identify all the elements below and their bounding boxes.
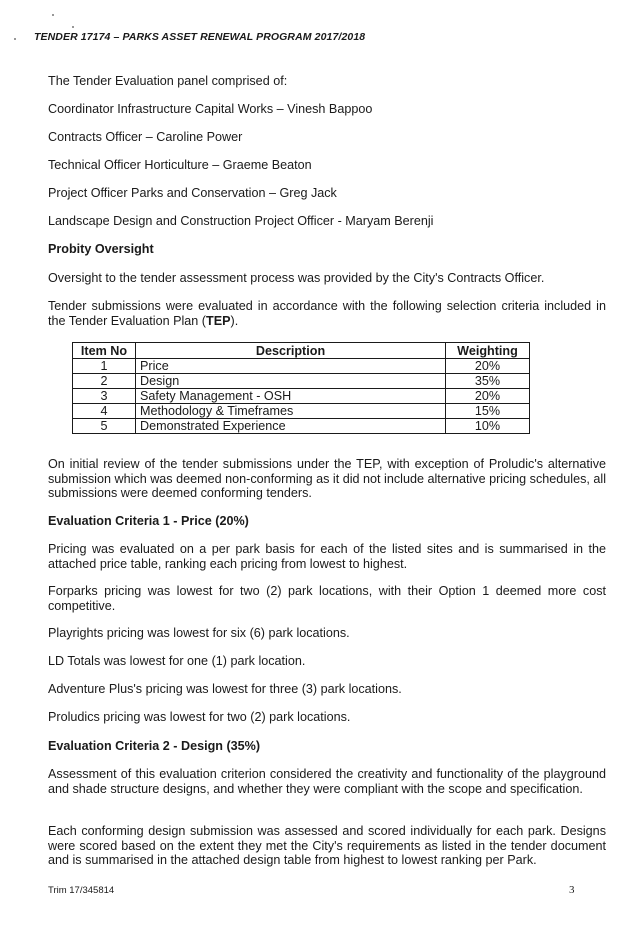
panel-member: Contracts Officer – Caroline Power [48,130,243,144]
tep-text-after: ). [230,313,239,328]
scan-speck [52,14,54,16]
initial-review-paragraph: On initial review of the tender submissions under the TEP, with exception of Proludic's alternative submission which was deemed non-conforming as it did not include alternative pricing schedules, all submissions were deemed conforming tenders. [48,457,606,500]
tep-paragraph [48,299,606,328]
table-row [73,389,530,404]
panel-member: Project Officer Parks and Conservation – Greg Jack [48,186,337,200]
criteria1-heading: Evaluation Criteria 1 - Price (20%) [48,514,249,528]
document-header: TENDER 17174 – PARKS ASSET RENEWAL PROGRAM 2017/2018 [34,31,366,43]
tep-abbr: TEP [206,313,231,328]
criteria1-paragraph: Proludics pricing was lowest for two (2) park locations. [48,710,351,724]
table-header-row [73,343,530,359]
item-no-cell: 4 [73,404,136,419]
scan-speck [72,26,74,28]
item-no-cell: 1 [73,359,136,374]
description-cell: Safety Management - OSH [136,389,446,404]
column-header-item-no: Item No [73,343,136,359]
item-no-cell: 2 [73,374,136,389]
weighting-cell: 15% [446,404,530,419]
description-cell: Design [136,374,446,389]
description-cell: Price [136,359,446,374]
panel-member: Technical Officer Horticulture – Graeme Beaton [48,158,312,172]
weighting-cell: 35% [446,374,530,389]
panel-member: Coordinator Infrastructure Capital Works – Vinesh Bappoo [48,102,373,116]
item-no-cell: 5 [73,419,136,434]
criteria1-paragraph: LD Totals was lowest for one (1) park location. [48,654,306,668]
criteria2-heading: Evaluation Criteria 2 - Design (35%) [48,739,261,753]
weighting-cell: 10% [446,419,530,434]
item-no-cell: 3 [73,389,136,404]
criteria1-paragraph: Pricing was evaluated on a per park basis for each of the listed sites and is summarised in the attached price table, ranking each pricing from lowest to highest. [48,542,606,571]
criteria1-paragraph: Adventure Plus's pricing was lowest for three (3) park locations. [48,682,402,696]
table-row [73,419,530,434]
table-row [73,374,530,389]
probity-heading: Probity Oversight [48,242,154,256]
criteria1-paragraph: Playrights pricing was lowest for six (6) park locations. [48,626,350,640]
criteria1-paragraph: Forparks pricing was lowest for two (2) park locations, with their Option 1 deemed more cost competitive. [48,584,606,613]
weighting-cell: 20% [446,389,530,404]
tep-text-before: Tender submissions were evaluated in accordance with the following selection criteria included in the Tender Evaluation Plan ( [48,299,606,328]
footer-trim-reference: Trim 17/345814 [48,885,115,896]
criteria2-paragraph: Assessment of this evaluation criterion considered the creativity and functionality of the playground and shade structure designs, and whether they were compliant with the scope and specification. [48,767,606,796]
description-cell: Demonstrated Experience [136,419,446,434]
criteria-table [72,342,530,434]
column-header-weighting: Weighting [446,343,530,359]
column-header-description: Description [136,343,446,359]
panel-intro: The Tender Evaluation panel comprised of: [48,74,288,88]
table-row [73,359,530,374]
weighting-cell: 20% [446,359,530,374]
page-number: 3 [569,884,575,896]
panel-member: Landscape Design and Construction Project Officer - Maryam Berenji [48,214,434,228]
probity-text: Oversight to the tender assessment process was provided by the City's Contracts Officer. [48,271,545,285]
criteria2-paragraph: Each conforming design submission was assessed and scored individually for each park. Designs were scored based on the extent they met the City's requirements as listed in the tender document and is summarised in the attached design table from highest to lowest ranking per Park. [48,824,606,867]
table-row [73,404,530,419]
description-cell: Methodology & Timeframes [136,404,446,419]
scan-speck [14,38,16,40]
